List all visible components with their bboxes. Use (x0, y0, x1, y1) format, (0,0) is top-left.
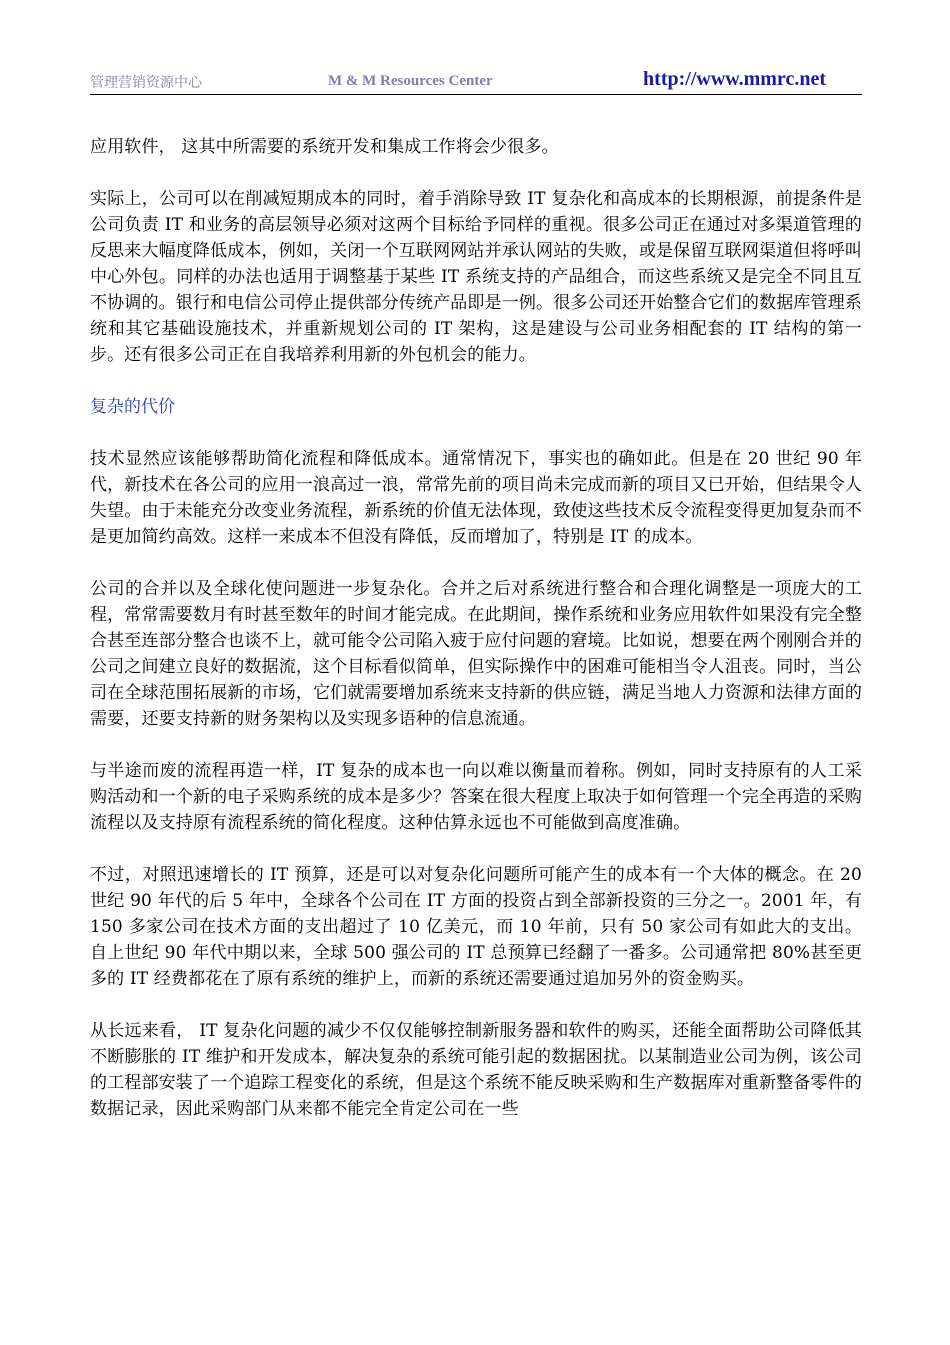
paragraph: 实际上，公司可以在削减短期成本的同时，着手消除导致 IT 复杂化和高成本的长期根源，前提条件是公司负责 IT 和业务的高层领导必须对这两个目标给予同样的重视。很多公司正在通过对多渠道管理的反思来大幅度降低成本，例如，关闭一个互联网网站并承认网站的失败，或是保留互联网渠道但将呼叫中心外包。同样的办法也适用于调整基于某些 IT 系统支持的产品组合，而这些系统又是完全不同且互不协调的。银行和电信公司停止提供部分传统产品即是一例。很多公司还开始整合它们的数据库管理系统和其它基础设施技术，并重新规划公司的 IT 架构，这是建设与公司业务相配套的 IT 结构的第一步。还有很多公司正在自我培养利用新的外包机会的能力。 (90, 189, 862, 365)
paragraph: 不过，对照迅速增长的 IT 预算，还是可以对复杂化问题所可能产生的成本有一个大体的概念。在 20 世纪 90 年代的后 5 年中，全球各个公司在 IT 方面的投资占到全部新投资的三分之一。2001 年，有 150 多家公司在技术方面的支出超过了 10 亿美元，而 10 年前，只有 50 家公司有如此大的支出。自上世纪 90 年代中期以来，全球 500 强公司的 IT 总预算已经翻了一番多。公司通常把 80%甚至更多的 IT 经费都花在了原有系统的维护上，而新的系统还需要通过追加另外的资金购买。 (90, 865, 862, 989)
header-center-title: M & M Resources Center (328, 73, 493, 89)
header-org-name: 管理营销资源中心 (90, 75, 202, 91)
paragraph: 公司的合并以及全球化使问题进一步复杂化。合并之后对系统进行整合和合理化调整是一项庞大的工程，常常需要数月有时甚至数年的时间才能完成。在此期间，操作系统和业务应用软件如果没有完全整合甚至连部分整合也谈不上，就可能令公司陷入疲于应付问题的窘境。比如说，想要在两个刚刚合并的公司之间建立良好的数据流，这个目标看似简单，但实际操作中的困难可能相当令人沮丧。同时，当公司在全球范围拓展新的市场，它们就需要增加系统来支持新的供应链，满足当地人力资源和法律方面的需要，还要支持新的财务架构以及实现多语种的信息流通。 (90, 579, 862, 729)
paragraph: 与半途而废的流程再造一样，IT 复杂的成本也一向以难以衡量而着称。例如，同时支持原有的人工采购活动和一个新的电子采购系统的成本是多少？答案在很大程度上取决于如何管理一个完全再造的采购流程以及支持原有流程系统的简化程度。这种估算永远也不可能做到高度准确。 (90, 761, 862, 833)
header-url-link[interactable]: http://www.mmrc.net (643, 68, 826, 90)
section-heading: 复杂的代价 (90, 397, 175, 417)
page-header (90, 68, 862, 95)
paragraph: 技术显然应该能够帮助简化流程和降低成本。通常情况下，事实也的确如此。但是在 20 世纪 90 年代，新技术在各公司的应用一浪高过一浪，常常先前的项目尚未完成而新的项目又已开始，但结果令人失望。由于未能充分改变业务流程，新系统的价值无法体现，致使这些技术反令流程变得更加复杂而不是更加简约高效。这样一来成本不但没有降低，反而增加了，特别是 IT 的成本。 (90, 449, 862, 547)
paragraph: 应用软件， 这其中所需要的系统开发和集成工作将会少很多。 (90, 137, 559, 157)
paragraph: 从长远来看， IT 复杂化问题的减少不仅仅能够控制新服务器和软件的购买，还能全面帮助公司降低其不断膨胀的 IT 维护和开发成本，解决复杂的系统可能引起的数据困扰。以某制造业公司为例，该公司的工程部安装了一个追踪工程变化的系统，但是这个系统不能反映采购和生产数据库对重新整备零件的数据记录，因此采购部门从来都不能完全肯定公司在一些 (90, 1021, 862, 1119)
document-body (90, 134, 862, 1148)
